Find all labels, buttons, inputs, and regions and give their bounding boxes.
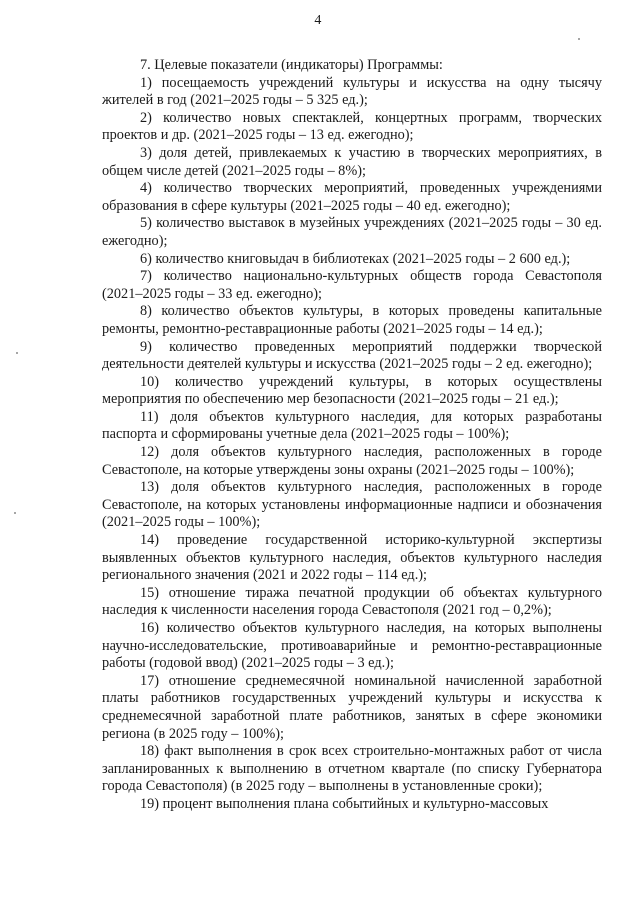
list-item: 10) количество учреждений культуры, в которых осуществлены мероприятия по обеспечению мер безопасности (2021–2025 годы – 21 ед.); bbox=[102, 373, 602, 408]
list-item: 11) доля объектов культурного наследия, для которых разработаны паспорта и сформированы учетные дела (2021–2025 годы – 100%); bbox=[102, 408, 602, 443]
list-item: 16) количество объектов культурного наследия, на которых выполнены научно-исследовательские, противоаварийные и ремонтно-реставрационные работы (годовой ввод) (2021–2025 годы – 3 ед.); bbox=[102, 620, 602, 672]
list-item: 3) доля детей, привлекаемых к участию в творческих мероприятиях, в общем числе детей (2021–2025 годы – 8%); bbox=[102, 144, 602, 179]
page-number: 4 bbox=[314, 13, 322, 28]
list-item: 6) количество книговыдач в библиотеках (2021–2025 годы – 2 600 ед.); bbox=[140, 250, 571, 267]
scan-speck bbox=[14, 512, 16, 514]
list-item: 15) отношение тиража печатной продукции об объектах культурного наследия к численности населения города Севастополя (2021 год – 0,2%); bbox=[102, 584, 602, 619]
list-item: 1) посещаемость учреждений культуры и искусства на одну тысячу жителей в год (2021–2025 годы – 5 325 ед.); bbox=[102, 74, 602, 109]
list-item: 18) факт выполнения в срок всех строительно-монтажных работ от числа запланированных к выполнению в отчетном квартале (по списку Губернатора города Севастополя) (в 2025 году – выполнены в установленные сроки); bbox=[102, 743, 602, 795]
scan-speck bbox=[578, 38, 580, 40]
section-heading: 7. Целевые показатели (индикаторы) Программы: bbox=[140, 57, 443, 73]
list-item: 2) количество новых спектаклей, концертных программ, творческих проектов и др. (2021–2025 годы – 13 ед. ежегодно); bbox=[102, 109, 602, 144]
list-item: 7) количество национально-культурных обществ города Севастополя (2021–2025 годы – 33 ед. ежегодно); bbox=[102, 268, 602, 302]
list-item: 5) количество выставок в музейных учреждениях (2021–2025 годы – 30 ед. ежегодно); bbox=[102, 215, 602, 249]
list-item: 4) количество творческих мероприятий, проведенных учреждениями образования в сфере культуры (2021–2025 годы – 40 ед. ежегодно); bbox=[102, 180, 602, 214]
scan-speck bbox=[16, 352, 18, 354]
list-item: 13) доля объектов культурного наследия, расположенных в городе Севастополе, на которых установлены информационные надписи и обозначения (2021–2025 годы – 100%); bbox=[102, 479, 602, 531]
list-item: 8) количество объектов культуры, в которых проведены капитальные ремонты, ремонтно-реставрационные работы (2021–2025 годы – 14 ед.); bbox=[102, 303, 602, 337]
list-item: 14) проведение государственной историко-культурной экспертизы выявленных объектов культурного наследия, объектов культурного наследия регионального значения (2021 и 2022 годы – 114 ед.); bbox=[102, 532, 602, 584]
list-item: 9) количество проведенных мероприятий поддержки творческой деятельности деятелей культуры и искусства (2021–2025 годы – 2 ед. ежегодно); bbox=[102, 338, 602, 373]
list-item: 17) отношение среднемесячной номинальной начисленной заработной платы работников государственных учреждений культуры и искусства к среднемесячной заработной плате работников, занятых в сфере экономики региона (в 2025 году – 100%); bbox=[102, 672, 602, 742]
list-item: 12) доля объектов культурного наследия, расположенных в городе Севастополе, на которые утверждены зоны охраны (2021–2025 годы – 100%); bbox=[102, 444, 602, 478]
list-item: 19) процент выполнения плана событийных и культурно-массовых bbox=[140, 795, 549, 812]
document-body bbox=[102, 57, 602, 814]
